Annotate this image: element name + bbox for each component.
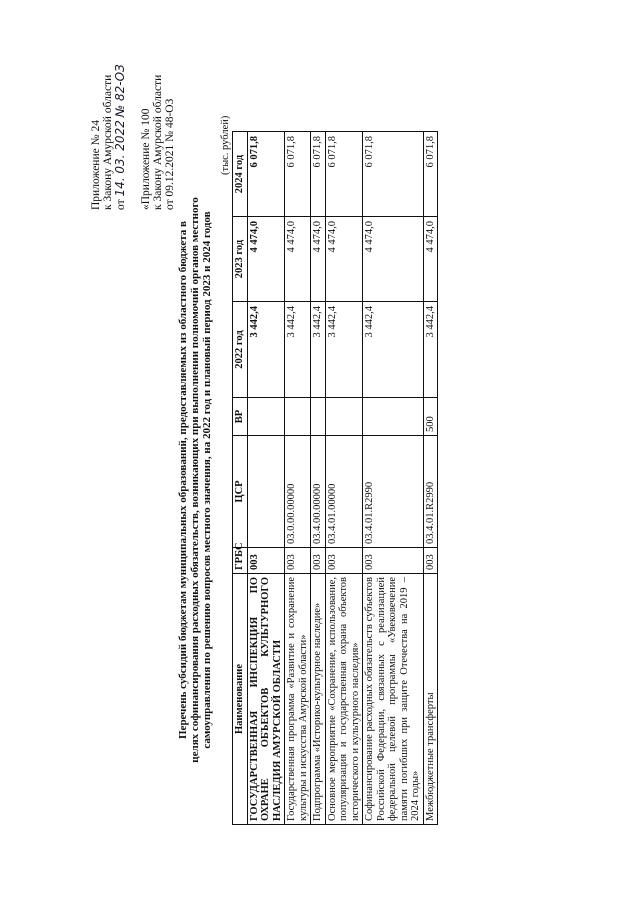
row-name: Софинансирование расходных обязательств субъектов Российской Федерации, связанных с реализацией федеральной целевой программы «Увековечение памяти погибших при защите Отечества на 2019 – 2024 годы»	[363, 574, 424, 825]
appendix-date-prefix: от	[115, 199, 127, 210]
row-2023: 4 474,0	[325, 217, 363, 302]
appendix-block	[90, 64, 176, 210]
document-title	[177, 135, 213, 825]
table-row	[325, 132, 363, 825]
appendix-line-5: к Закону Амурской области	[152, 74, 164, 210]
row-2024: 6 071,8	[247, 132, 285, 217]
row-2023: 4 474,0	[423, 217, 438, 302]
row-vr	[311, 398, 326, 436]
table-row	[285, 132, 311, 825]
handwritten-number: № 82-ОЗ	[113, 64, 127, 118]
title-line-2: целях софинансирования расходных обязательств, возникающих при выполнении полномочий органов местного	[189, 197, 201, 763]
row-grbs: 003	[285, 548, 311, 574]
appendix-line-4: «Приложение № 100	[140, 108, 152, 210]
row-name: Подпрограмма «Историко-культурное наследие»	[311, 574, 326, 825]
row-vr	[285, 398, 311, 436]
handwritten-date: 14. 03. 2022	[113, 120, 127, 197]
header-vr: ВР	[233, 398, 248, 436]
row-2022: 3 442,4	[363, 302, 424, 398]
header-grbs: ГРБС	[233, 548, 248, 574]
title-line-3: самоуправления по решению вопросов местного значения, на 2022 год и плановый период 2023 и 2024 годов	[201, 211, 213, 749]
appendix-line-6: от 09.12.2021 № 48-ОЗ	[164, 98, 176, 210]
table-row	[363, 132, 424, 825]
row-csr: 03.4.01.R2990	[363, 436, 424, 548]
row-name: Основное мероприятие «Сохранение, использование, популяризация и государственная охрана объектов исторического и культурного наследия»	[325, 574, 363, 825]
subsidy-table	[232, 131, 438, 825]
row-csr: 03.4.01.00000	[325, 436, 363, 548]
table-row	[311, 132, 326, 825]
row-csr	[247, 436, 285, 548]
unit-label: (тыс. рублей)	[220, 115, 231, 175]
row-csr: 03.4.01.R2990	[423, 436, 438, 548]
row-2024: 6 071,8	[325, 132, 363, 217]
header-name: Наименование	[233, 574, 248, 825]
row-2023: 4 474,0	[311, 217, 326, 302]
row-2022: 3 442,4	[325, 302, 363, 398]
header-2024: 2024 год	[233, 132, 248, 217]
table-row	[247, 132, 285, 825]
row-vr	[325, 398, 363, 436]
row-2024: 6 071,8	[285, 132, 311, 217]
header-csr: ЦСР	[233, 436, 248, 548]
row-2024: 6 071,8	[311, 132, 326, 217]
row-2022: 3 442,4	[311, 302, 326, 398]
row-2022: 3 442,4	[423, 302, 438, 398]
row-grbs: 003	[363, 548, 424, 574]
table-row	[423, 132, 438, 825]
row-csr: 03.4.00.00000	[311, 436, 326, 548]
row-vr: 500	[423, 398, 438, 436]
row-2024: 6 071,8	[423, 132, 438, 217]
row-2024: 6 071,8	[363, 132, 424, 217]
row-2023: 4 474,0	[363, 217, 424, 302]
row-grbs: 003	[247, 548, 285, 574]
row-name: Государственная программа «Развитие и сохранение культуры и искусства Амурской области»	[285, 574, 311, 825]
row-2022: 3 442,4	[285, 302, 311, 398]
header-2022: 2022 год	[233, 302, 248, 398]
row-2023: 4 474,0	[285, 217, 311, 302]
table-header-row	[233, 132, 248, 825]
header-2023: 2023 год	[233, 217, 248, 302]
row-name: Межбюджетные трансферты	[423, 574, 438, 825]
row-vr	[247, 398, 285, 436]
row-vr	[363, 398, 424, 436]
row-grbs: 003	[325, 548, 363, 574]
row-name: ГОСУДАРСТВЕННАЯ ИНСПЕКЦИЯ ПО ОХРАНЕ ОБЪЕКТОВ КУЛЬТУРНОГО НАСЛЕДИЯ АМУРСКОЙ ОБЛАСТИ	[247, 574, 285, 825]
row-grbs: 003	[311, 548, 326, 574]
row-grbs: 003	[423, 548, 438, 574]
appendix-line-2: к Закону Амурской области	[102, 74, 114, 210]
title-line-1: Перечень субсидий бюджетам муниципальных образований, предоставляемых из областного бюджета в	[177, 221, 189, 739]
row-csr: 03.0.00.00000	[285, 436, 311, 548]
row-2022: 3 442,4	[247, 302, 285, 398]
appendix-line-1: Приложение № 24	[90, 120, 102, 210]
appendix-line-3	[114, 64, 127, 210]
row-2023: 4 474,0	[247, 217, 285, 302]
